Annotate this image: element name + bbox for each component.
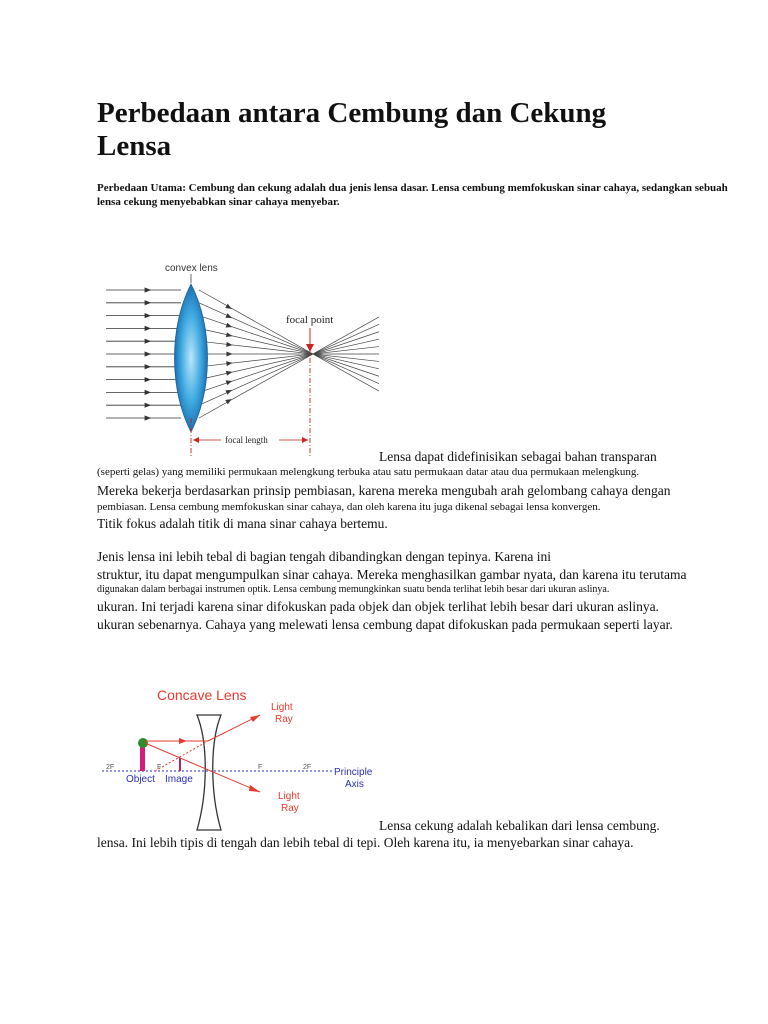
- refracted-ray: [199, 339, 379, 379]
- mark-2f-left: 2F: [106, 764, 115, 771]
- refracted-ray-arrowhead: [226, 390, 231, 394]
- light-ray-top-line-2: Ray: [275, 714, 293, 725]
- incoming-ray-arrowhead: [145, 288, 150, 292]
- paragraph-2-line-4: ukuran. Ini terjadi karena sinar difokuskan pada objek dan objek terlihat lebih besar dari ukuran aslinya.: [97, 599, 659, 614]
- focal-length-arrow-left: [193, 437, 199, 443]
- light-ray-bottom-line-2: Ray: [281, 803, 299, 814]
- light-ray-top-line-1: Light: [271, 702, 293, 713]
- incoming-ray-arrowhead: [145, 378, 150, 382]
- focal-length-arrow-right: [302, 437, 308, 443]
- refracted-ray-arrowhead: [227, 362, 232, 366]
- concave-lens-diagram: [100, 682, 382, 834]
- incoming-ray-arrowhead: [145, 314, 150, 318]
- refracted-ray-arrowhead: [227, 352, 232, 356]
- refracted-ray: [199, 328, 379, 368]
- page-title-line-1: Perbedaan antara Cembung dan Cekung: [97, 97, 607, 129]
- incoming-ray-arrowhead: [145, 403, 150, 407]
- convex-lens-diagram: [103, 258, 383, 458]
- paragraph-2-line-1: Jenis lensa ini lebih tebal di bagian tengah dibandingkan dengan tepinya. Karena ini: [97, 549, 551, 564]
- incoming-ray-arrowhead: [145, 390, 150, 394]
- paragraph-1-line-3: Mereka bekerja berdasarkan prinsip pembiasan, karena mereka mengubah arah gelombang cahaya dengan: [97, 483, 671, 498]
- refracted-ray-arrowhead: [226, 371, 231, 375]
- refracted-ray: [199, 341, 379, 361]
- paragraph-1-line-5: Titik fokus adalah titik di mana sinar cahaya bertemu.: [97, 516, 388, 531]
- mark-f-left: F: [157, 764, 162, 771]
- refracted-rays: [199, 290, 379, 418]
- focal-point-label: focal point: [286, 314, 334, 326]
- paragraph-2-line-5: ukuran sebenarnya. Cahaya yang melewati lensa cembung dapat difokuskan pada permukaan seperti layar.: [97, 617, 673, 632]
- refracted-ray-arrowhead: [226, 333, 231, 337]
- paragraph-1-line-1: Lensa dapat didefinisikan sebagai bahan transparan: [379, 449, 657, 464]
- convex-lens-label: convex lens: [165, 263, 218, 274]
- concave-lens-title: Concave Lens: [157, 687, 247, 703]
- paragraph-1-line-4: pembiasan. Lensa cembung memfokuskan sinar cahaya, dan oleh karena itu juga dikenal sebagai lensa konvergen.: [97, 501, 601, 513]
- principle-axis-label-line-1: Principle: [334, 767, 373, 778]
- refracted-ray: [199, 347, 379, 367]
- object-label: Object: [126, 774, 155, 785]
- object-arrow: [140, 744, 145, 771]
- ray-arrowhead-2: [250, 715, 260, 722]
- incoming-ray-arrowhead: [145, 301, 150, 305]
- convex-lens-shape: [175, 284, 208, 432]
- paragraph-3-line-2: lensa. Ini lebih tipis di tengah dan lebih tebal di tepi. Oleh karena itu, ia menyebarkan sinar cahaya.: [97, 835, 634, 850]
- principle-axis-label-line-2: Axis: [345, 779, 364, 790]
- summary-line-1: Perbedaan Utama: Cembung dan cekung adalah dua jenis lensa dasar. Lensa cembung memfokuskan sinar cahaya, sedangkan sebuah: [97, 182, 728, 194]
- refracted-ray-arrowhead: [226, 381, 231, 385]
- incoming-ray-arrowhead: [145, 326, 150, 330]
- incoming-ray-arrowhead: [145, 352, 150, 356]
- ray-through-center: [145, 743, 263, 792]
- paragraph-2-line-3: digunakan dalam berbagai instrumen optik. Lensa cembung memungkinkan suatu benda terlihat lebih besar dari ukuran aslinya.: [97, 584, 610, 595]
- paragraph-2-line-2: struktur, itu dapat mengumpulkan sinar cahaya. Mereka menghasilkan gambar nyata, dan karena itu terutama: [97, 567, 687, 582]
- image-label: Image: [165, 774, 193, 785]
- paragraph-3-line-1: Lensa cekung adalah kebalikan dari lensa cembung.: [379, 818, 660, 833]
- refracted-ray-arrowhead: [226, 400, 231, 404]
- object-head: [138, 738, 148, 748]
- refracted-ray: [199, 324, 379, 405]
- incoming-rays: [106, 288, 181, 420]
- ray-arrowhead-1: [179, 738, 187, 744]
- ray-arrowhead-3: [249, 785, 260, 792]
- mark-f-right: F: [258, 764, 263, 771]
- refracted-ray-arrowhead: [226, 314, 231, 318]
- refracted-ray-arrowhead: [226, 323, 231, 327]
- incoming-ray-arrowhead: [145, 365, 150, 369]
- concave-lens-shape: [197, 715, 221, 830]
- refracted-ray-arrowhead: [226, 304, 231, 308]
- mark-2f-right: 2F: [303, 764, 312, 771]
- light-ray-bottom-line-1: Light: [278, 791, 300, 802]
- refracted-ray-arrowhead: [227, 342, 232, 346]
- page-title-line-2: Lensa: [97, 130, 172, 162]
- summary-line-2: lensa cekung menyebabkan sinar cahaya menyebar.: [97, 196, 340, 208]
- incoming-ray-arrowhead: [145, 416, 150, 420]
- focal-length-label: focal length: [225, 435, 268, 445]
- paragraph-1-line-2: (seperti gelas) yang memiliki permukaan melengkung terbuka atau satu permukaan datar atau dua permukaan melengkung.: [97, 466, 640, 478]
- incoming-ray-arrowhead: [145, 339, 150, 343]
